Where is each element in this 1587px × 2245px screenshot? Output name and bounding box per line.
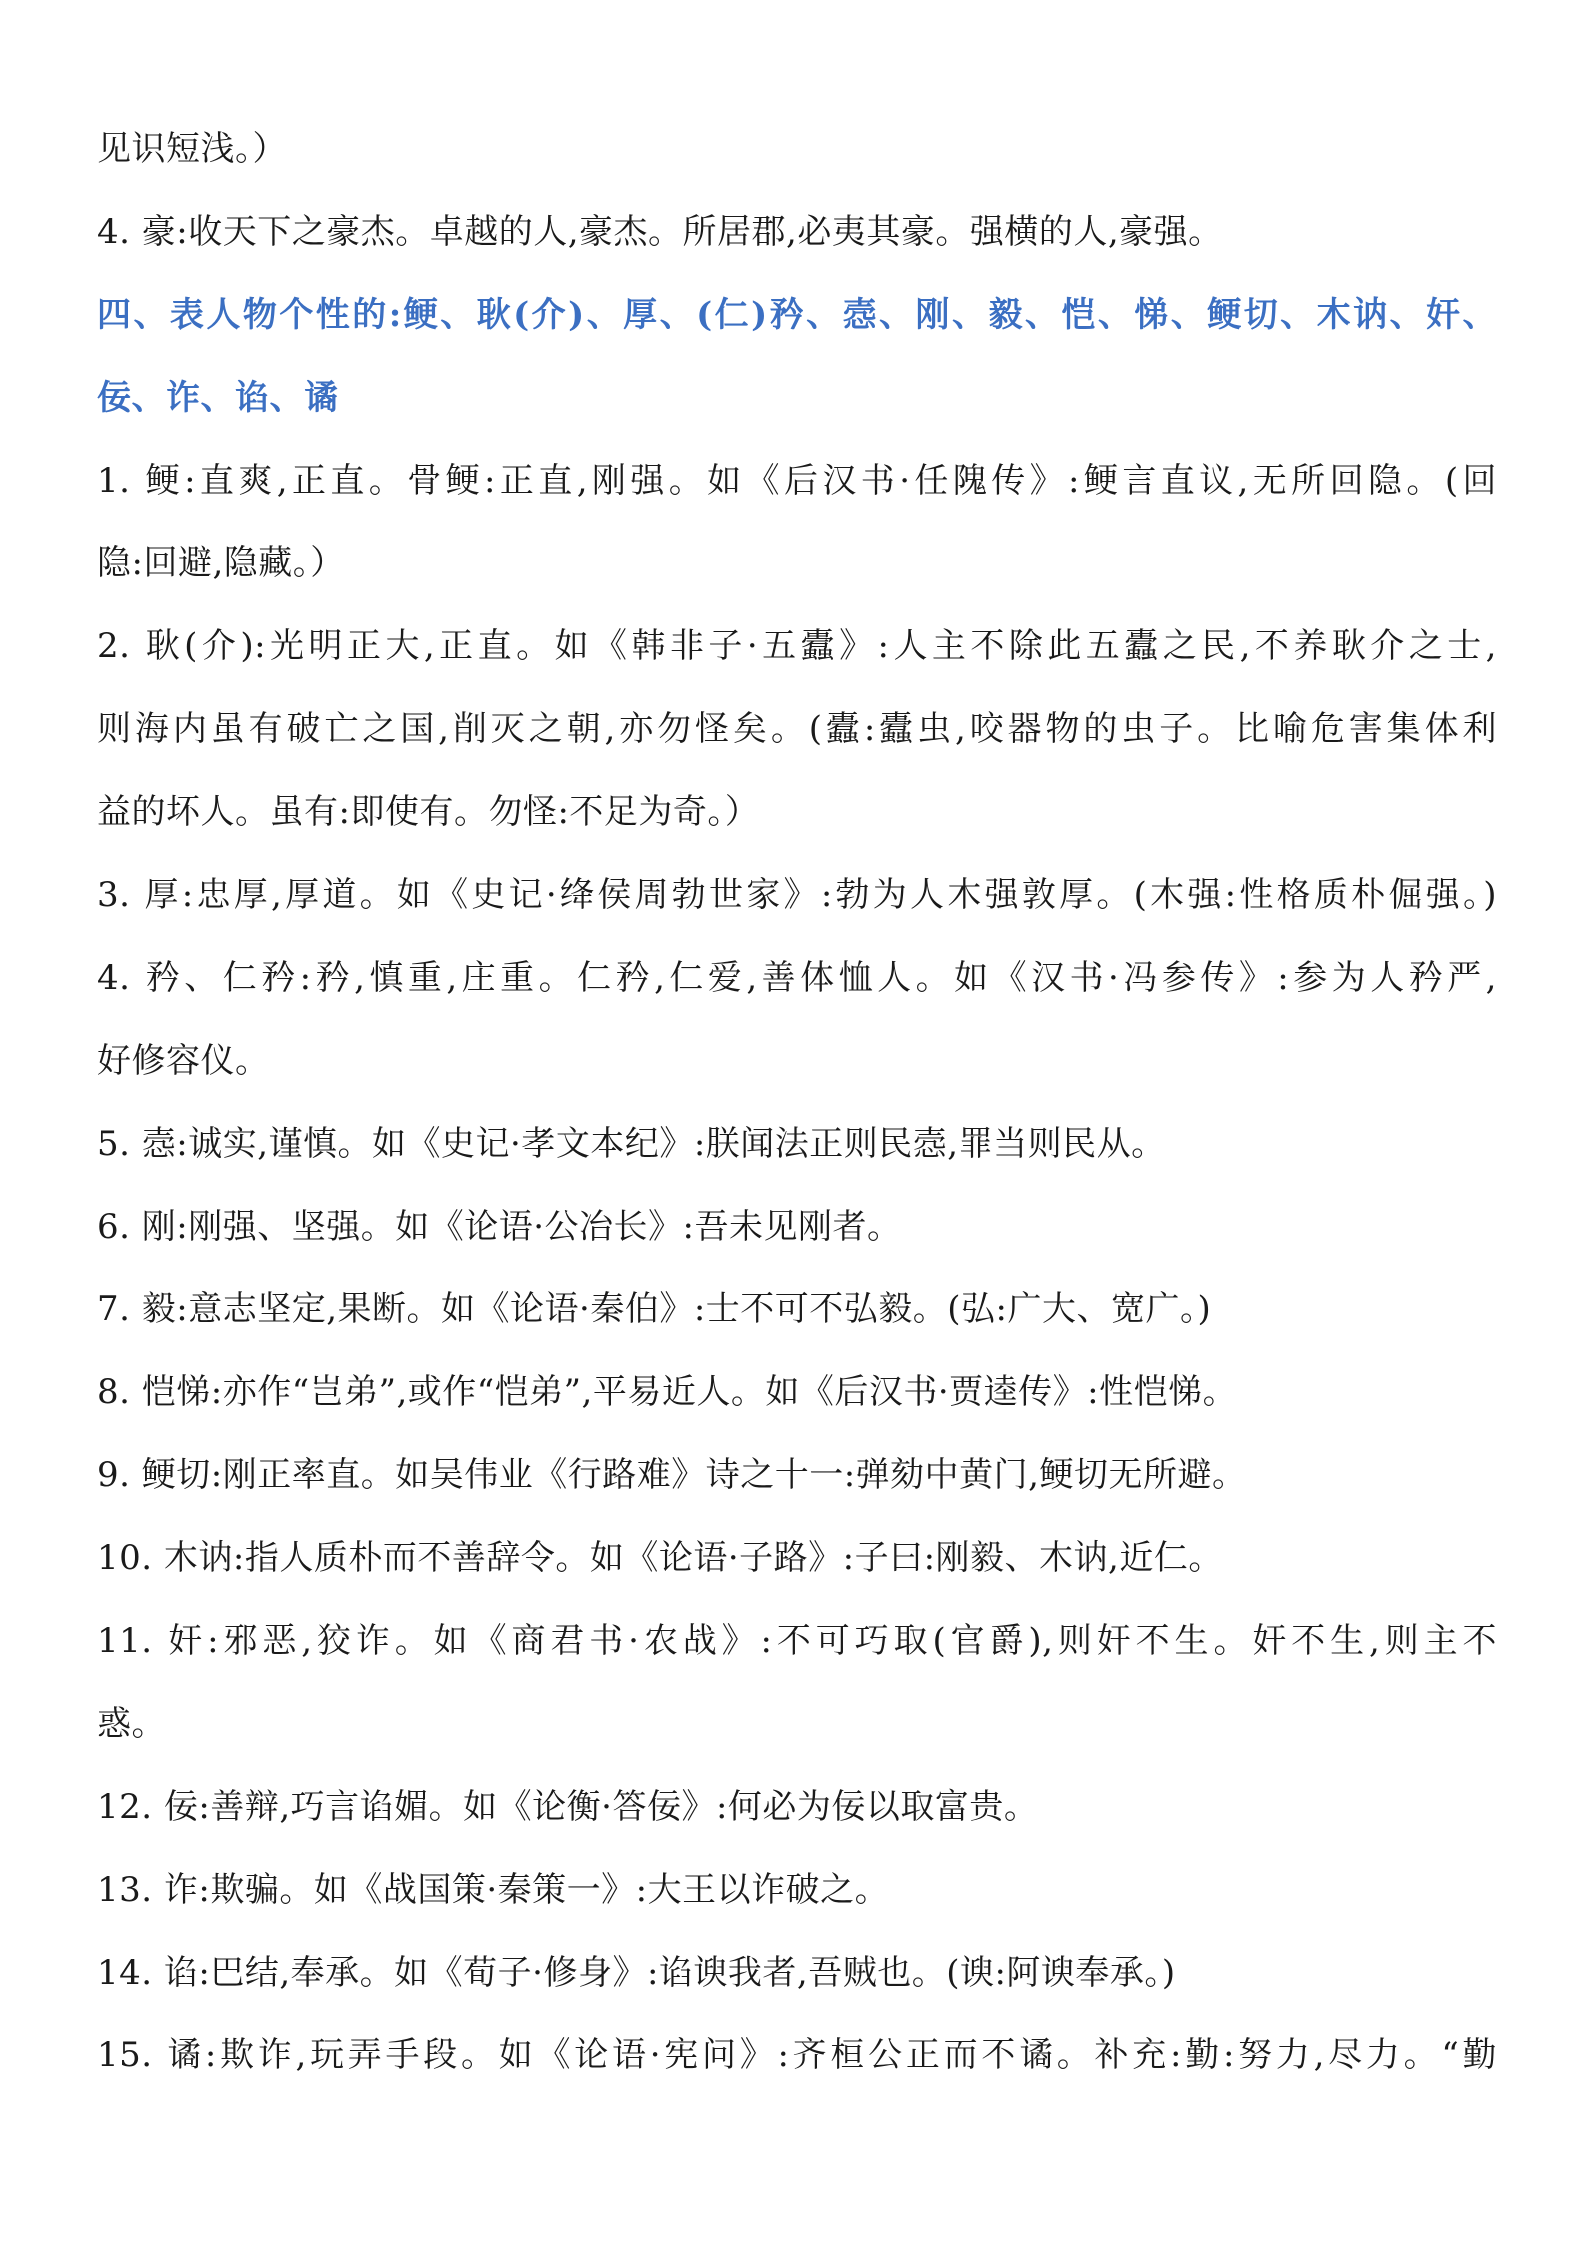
text-line: 5. 悫:诚实,谨慎。如《史记·孝文本纪》:朕闻法正则民悫,罪当则民从。 — [97, 1123, 1166, 1164]
text-line: 13. 诈:欺骗。如《战国策·秦策一》:大王以诈破之。 — [97, 1869, 890, 1910]
text-line: 9. 鲠切:刚正率直。如吴伟业《行路难》诗之十一:弹劾中黄门,鲠切无所避。 — [97, 1455, 1247, 1496]
text-line: 10. 木讷:指人质朴而不善辞令。如《论语·子路》:子曰:刚毅、木讷,近仁。 — [97, 1538, 1223, 1579]
section-heading-line: 佞、诈、谄、谲 — [97, 377, 339, 418]
document-page — [97, 108, 1497, 2097]
text-line: 6. 刚:刚强、坚强。如《论语·公冶长》:吾未见刚者。 — [97, 1206, 902, 1247]
text-line: 2. 耿(介):光明正大,正直。如《韩非子·五蠹》:人主不除此五蠹之民,不养耿介之士, — [97, 626, 1497, 667]
text-line: 见识短浅。） — [97, 129, 287, 169]
text-line: 12. 佞:善辩,巧言谄媚。如《论衡·答佞》:何必为佞以取富贵。 — [97, 1786, 1039, 1827]
text-line: 益的坏人。虽有:即使有。勿怪:不足为奇。） — [97, 792, 760, 833]
section-heading-line: 四、表人物个性的:鲠、耿(介)、厚、(仁)矜、悫、刚、毅、恺、悌、鲠切、木讷、奸、 — [97, 294, 1497, 335]
text-line: 15. 谲:欺诈,玩弄手段。如《论语·宪问》:齐桓公正而不谲。补充:勤:努力,尽力。“勤 — [97, 2035, 1497, 2076]
text-line: 惑。 — [97, 1703, 166, 1744]
text-line: 14. 谄:巴结,奉承。如《荀子·修身》:谄谀我者,吾贼也。(谀:阿谀奉承。) — [97, 1952, 1176, 1993]
text-line: 隐:回避,隐藏。） — [97, 543, 345, 584]
text-line: 1. 鲠:直爽,正直。骨鲠:正直,刚强。如《后汉书·任隗传》:鲠言直议,无所回隐。(回 — [97, 460, 1497, 501]
text-line: 3. 厚:忠厚,厚道。如《史记·绛侯周勃世家》:勃为人木强敦厚。(木强:性格质朴倔强。) — [97, 875, 1497, 916]
text-line: 7. 毅:意志坚定,果断。如《论语·秦伯》:士不可不弘毅。(弘:广大、宽广。) — [97, 1289, 1212, 1330]
text-line: 11. 奸:邪恶,狡诈。如《商君书·农战》:不可巧取(官爵),则奸不生。奸不生,则主不 — [97, 1621, 1497, 1662]
text-line: 4. 矜、仁矜:矜,慎重,庄重。仁矜,仁爱,善体恤人。如《汉书·冯参传》:参为人矜严, — [97, 957, 1497, 998]
text-line: 8. 恺悌:亦作“岂弟”,或作“恺弟”,平易近人。如《后汉书·贾逵传》:性恺悌。 — [97, 1372, 1238, 1413]
text-line: 4. 豪:收天下之豪杰。卓越的人,豪杰。所居郡,必夷其豪。强横的人,豪强。 — [97, 211, 1223, 252]
text-line: 好修容仪。 — [97, 1040, 270, 1081]
text-line: 则海内虽有破亡之国,削灭之朝,亦勿怪矣。(蠹:蠹虫,咬器物的虫子。比喻危害集体利 — [97, 709, 1497, 750]
